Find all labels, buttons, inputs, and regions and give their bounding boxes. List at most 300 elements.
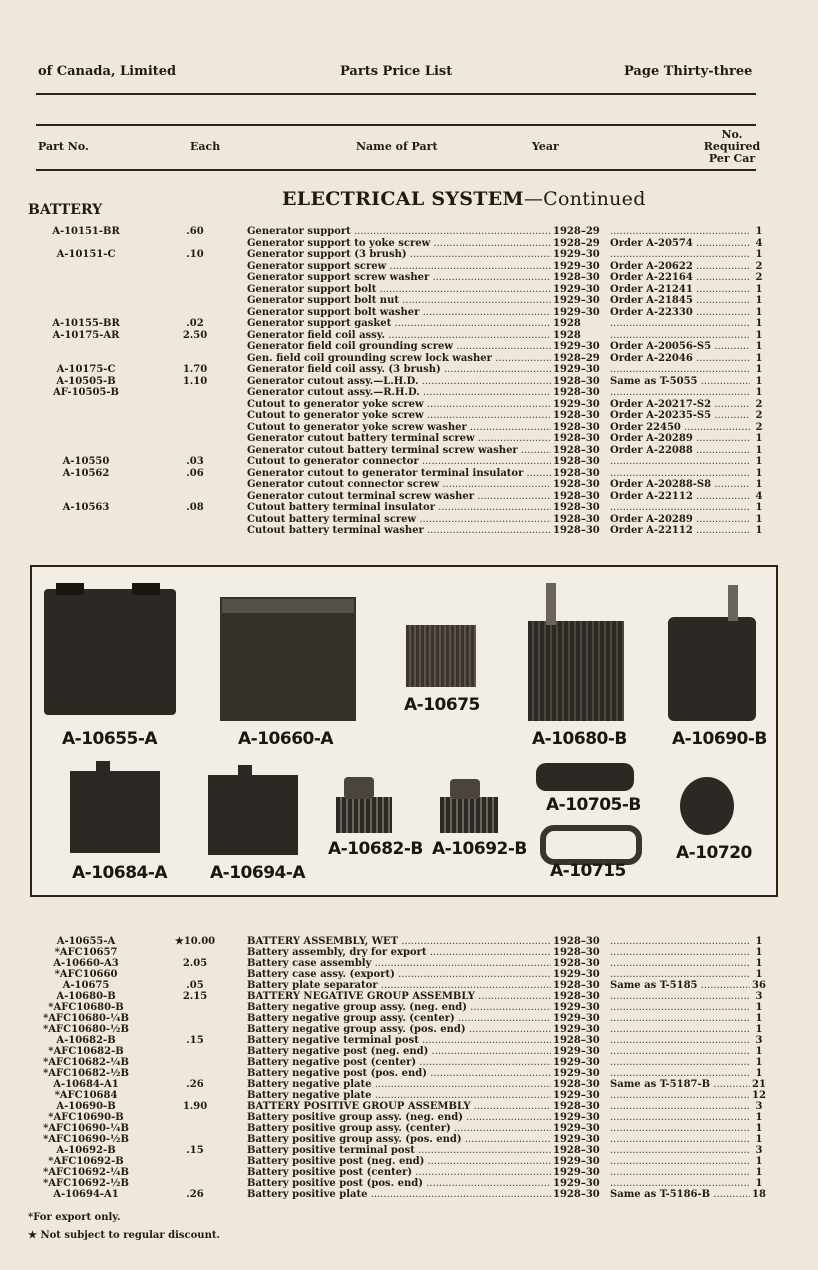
quantity-required: 1 (755, 329, 763, 341)
quantity-required: 1 (755, 444, 763, 456)
order-note (610, 1068, 750, 1080)
part-name: Battery positive post (center) ..... (247, 1167, 551, 1179)
part-name: Generator cutout assy.—R.H.D. ..... (247, 387, 551, 399)
table-row (0, 969, 818, 981)
table-row (0, 445, 818, 457)
part-name: Generator field coil grounding screw ..... (247, 341, 551, 353)
quantity-required: 21 (752, 1079, 766, 1090)
quantity-required: 1 (755, 1013, 763, 1024)
model-year: 1928–30 (553, 444, 600, 456)
model-year: 1929–30 (553, 260, 600, 272)
part-name: Battery negative post (center) ..... (247, 1057, 551, 1069)
quantity-required: 1 (755, 467, 763, 479)
table-row (0, 410, 818, 422)
quantity-required: 1 (755, 283, 763, 295)
part-name: Generator support (3 brush) ..... (247, 249, 551, 261)
model-year: 1928–30 (553, 410, 600, 421)
battery-parts-photo (30, 565, 778, 897)
header-page-number: Page Thirty-three (624, 64, 753, 79)
negative-terminal-post-image (336, 797, 392, 833)
part-name: Generator cutout to generator terminal insulator ..... (247, 468, 551, 480)
quantity-required: 1 (755, 1167, 763, 1178)
part-number: AF-10505-B (53, 387, 119, 398)
order-note (610, 502, 750, 514)
table-row (0, 1090, 818, 1102)
quantity-required: 1 (755, 1178, 763, 1189)
model-year: 1928–30 (553, 387, 600, 398)
order-note (610, 1167, 750, 1179)
part-name: Generator cutout battery terminal screw washer ..... (247, 445, 551, 457)
model-year: 1929–30 (553, 295, 600, 306)
part-number: *AFC10692-¼B (43, 1167, 129, 1178)
column-rule-top (36, 124, 756, 126)
table-row (0, 238, 818, 250)
photo-label-a10684a: A-10684-A (72, 863, 168, 883)
section-title (282, 188, 646, 210)
order-note (610, 1090, 750, 1102)
order-note (610, 456, 750, 468)
table-row (0, 387, 818, 399)
unit-price: .03 (186, 456, 204, 467)
table-row (0, 249, 818, 261)
part-name: Generator cutout connector screw ..... (247, 479, 551, 491)
part-number: A-10684-A1 (53, 1079, 119, 1090)
order-note (610, 1035, 750, 1047)
table-row (0, 318, 818, 330)
table-row (0, 491, 818, 503)
order-note (610, 1123, 750, 1135)
part-name: Battery negative group assy. (pos. end) ..... (247, 1024, 551, 1036)
model-year: 1929–30 (553, 1013, 600, 1024)
part-number: A-10562 (62, 467, 110, 479)
part-number: *AFC10680-¼B (43, 1013, 129, 1024)
order-note (610, 1046, 750, 1058)
footnote-discount: ★ Not subject to regular discount. (28, 1230, 220, 1241)
part-name: Battery negative plate ..... (247, 1079, 551, 1091)
cell-connector-image (536, 763, 634, 791)
part-number: A-10682-B (56, 1035, 116, 1046)
unit-price: 2.05 (182, 958, 208, 969)
part-number: A-10680-B (56, 991, 116, 1002)
unit-price: .26 (186, 1079, 204, 1090)
part-number: *AFC10682-½B (43, 1068, 129, 1079)
quantity-required: 2 (755, 398, 763, 410)
part-name: Generator support to yoke screw ..... (247, 238, 551, 250)
table-row (0, 1068, 818, 1080)
quantity-required: 1 (755, 947, 763, 958)
model-year: 1929–30 (553, 1156, 600, 1167)
table-row (0, 330, 818, 342)
quantity-required: 1 (755, 1057, 763, 1068)
section-title-main: ELECTRICAL SYSTEM (282, 188, 524, 210)
part-number: A-10660-A3 (53, 958, 119, 969)
col-required (700, 129, 764, 165)
table-row (0, 422, 818, 434)
model-year: 1929–30 (553, 398, 600, 410)
table-row (0, 341, 818, 353)
model-year: 1928–30 (553, 1101, 600, 1112)
table-row (0, 958, 818, 970)
model-year: 1928–30 (553, 375, 600, 387)
table-row (0, 1167, 818, 1179)
photo-label-a10705b: A-10705-B (546, 795, 641, 815)
part-number: *AFC10657 (54, 947, 118, 958)
table-row (0, 514, 818, 526)
quantity-required: 2 (755, 421, 763, 433)
col-required-line2: Required (703, 140, 761, 153)
photo-label-a10680b: A-10680-B (532, 729, 627, 749)
quantity-required: 1 (755, 1068, 763, 1079)
model-year: 1928–30 (553, 433, 600, 444)
table-row (0, 947, 818, 959)
quantity-required: 2 (755, 410, 763, 421)
part-name: BATTERY ASSEMBLY, WET ..... (247, 936, 551, 948)
table-row (0, 364, 818, 376)
part-number: A-10692-B (56, 1145, 116, 1156)
table-row (0, 991, 818, 1003)
part-number: *AFC10680-B (48, 1002, 124, 1013)
order-note (610, 1101, 750, 1113)
order-note (610, 947, 750, 959)
order-note: Order A-20622 ..... (610, 261, 750, 273)
order-note (610, 1112, 750, 1124)
part-name: Generator support ..... (247, 226, 551, 238)
table-row (0, 1178, 818, 1190)
part-name: Generator support bolt ..... (247, 284, 551, 296)
part-number: *AFC10692-B (48, 1156, 124, 1167)
part-name: Battery negative plate ..... (247, 1090, 551, 1102)
table-row (0, 468, 818, 480)
model-year: 1929–30 (553, 249, 600, 260)
unit-price: .60 (186, 226, 204, 237)
header-rule (36, 93, 756, 95)
order-note (610, 1178, 750, 1190)
part-name: Generator cutout battery terminal screw ..... (247, 433, 551, 445)
photo-label-a10675: A-10675 (404, 695, 480, 715)
part-name: Cutout battery terminal washer ..... (247, 525, 551, 537)
negative-group-post-image (546, 583, 556, 625)
negative-group-image (528, 621, 624, 721)
part-name: Cutout to generator yoke screw ..... (247, 410, 551, 422)
part-number: *AFC10682-¼B (43, 1057, 129, 1068)
part-name: Cutout to generator yoke screw ..... (247, 399, 551, 411)
unit-price: .10 (186, 249, 204, 260)
plate-separator-image (406, 625, 476, 687)
col-required-line1: No. (721, 128, 743, 141)
quantity-required: 1 (755, 936, 763, 947)
model-year: 1928–30 (553, 272, 600, 283)
model-year: 1929–30 (553, 1112, 600, 1123)
model-year: 1929–30 (553, 1123, 600, 1134)
part-number: *AFC10684 (54, 1090, 118, 1101)
model-year: 1929–30 (553, 306, 600, 318)
model-year: 1928–30 (553, 490, 600, 502)
part-name: Generator support screw ..... (247, 261, 551, 273)
quantity-required: 1 (755, 958, 763, 969)
table-row (0, 502, 818, 514)
quantity-required: 1 (755, 1123, 763, 1134)
quantity-required: 3 (755, 1145, 763, 1156)
table-row (0, 936, 818, 948)
quantity-required: 2 (755, 272, 763, 283)
quantity-required: 1 (755, 375, 763, 387)
quantity-required: 18 (752, 1189, 766, 1200)
part-name: Generator cutout assy.—L.H.D. ..... (247, 376, 551, 388)
photo-label-a10660a: A-10660-A (238, 729, 334, 749)
quantity-required: 1 (755, 306, 763, 318)
part-name: Cutout to generator yoke screw washer ..... (247, 422, 551, 434)
table-row (0, 479, 818, 491)
order-note: Order 22450 ..... (610, 422, 750, 434)
part-number: *AFC10692-½B (43, 1178, 129, 1189)
order-note: Same as T-5185 ..... (610, 980, 750, 992)
part-name: Cutout battery terminal insulator ..... (247, 502, 551, 514)
quantity-required: 1 (755, 1134, 763, 1145)
order-note: Order A-21241 ..... (610, 284, 750, 296)
model-year: 1928–30 (553, 936, 600, 947)
part-name: Battery positive group assy. (center) ..... (247, 1123, 551, 1135)
model-year: 1929–30 (553, 1068, 600, 1079)
order-note: Same as T-5187-B ..... (610, 1079, 750, 1091)
part-name: BATTERY POSITIVE GROUP ASSEMBLY ..... (247, 1101, 551, 1113)
order-note (610, 387, 750, 399)
model-year: 1929–30 (553, 1057, 600, 1068)
order-note (610, 1024, 750, 1036)
photo-label-a10720: A-10720 (676, 843, 752, 863)
order-note: Order A-20574 ..... (610, 238, 750, 250)
model-year: 1928–30 (553, 1079, 600, 1090)
model-year: 1928–30 (553, 1145, 600, 1156)
table-row (0, 456, 818, 468)
model-year: 1928–30 (553, 513, 600, 525)
part-name: Battery negative group assy. (center) ..... (247, 1013, 551, 1025)
table-row (0, 295, 818, 307)
order-note (610, 468, 750, 480)
order-note (610, 1145, 750, 1157)
model-year: 1928–30 (553, 1189, 600, 1200)
photo-label-a10692b: A-10692-B (432, 839, 527, 859)
part-number: A-10550 (62, 456, 110, 467)
table-row (0, 980, 818, 992)
vent-cap-image (680, 777, 734, 835)
negative-terminal-post-head-image (344, 777, 374, 799)
battery-case-rim-image (222, 599, 354, 613)
header-title: Parts Price List (340, 64, 453, 79)
table-row (0, 1112, 818, 1124)
part-name: Generator support screw washer ..... (247, 272, 551, 284)
table-row (0, 1057, 818, 1069)
part-number: A-10175-AR (52, 329, 120, 341)
part-number: A-10175-C (56, 364, 116, 375)
quantity-required: 1 (755, 479, 763, 490)
quantity-required: 1 (755, 249, 763, 260)
col-part-no: Part No. (38, 140, 89, 153)
part-name: Battery plate separator ..... (247, 980, 551, 992)
model-year: 1929–30 (553, 1046, 600, 1057)
quantity-required: 3 (755, 1101, 763, 1112)
order-note: Same as T-5055 ..... (610, 376, 750, 388)
part-number: A-10675 (62, 980, 110, 991)
quantity-required: 1 (755, 1156, 763, 1167)
model-year: 1929–30 (553, 283, 600, 295)
part-name: Generator field coil assy. ..... (247, 330, 551, 342)
footnote-export: *For export only. (28, 1212, 121, 1223)
order-note (610, 1013, 750, 1025)
unit-price: 1.70 (182, 364, 208, 375)
part-name: BATTERY NEGATIVE GROUP ASSEMBLY ..... (247, 991, 551, 1003)
quantity-required: 1 (755, 513, 763, 525)
model-year: 1928–30 (553, 479, 600, 490)
model-year: 1929–30 (553, 341, 600, 352)
table-row (0, 1145, 818, 1157)
order-note: Order A-20289 ..... (610, 514, 750, 526)
part-name: Cutout to generator connector ..... (247, 456, 551, 468)
quantity-required: 2 (755, 260, 763, 272)
part-name: Battery case assy. (export) ..... (247, 969, 551, 981)
battery-terminal-image (132, 583, 160, 595)
negative-plate-lug-image (96, 761, 110, 773)
quantity-required: 1 (755, 341, 763, 352)
col-year: Year (532, 140, 559, 153)
order-note (610, 330, 750, 342)
table-row (0, 1123, 818, 1135)
unit-price: 2.50 (182, 329, 208, 341)
part-number: *AFC10690-B (48, 1112, 124, 1123)
order-note (610, 1134, 750, 1146)
group-label-battery: BATTERY (28, 202, 103, 218)
order-note (610, 991, 750, 1003)
order-note: Order A-20235-S5 ..... (610, 410, 750, 422)
part-number: A-10563 (62, 502, 110, 513)
model-year: 1929–30 (553, 1134, 600, 1145)
positive-terminal-post-head-image (450, 779, 480, 799)
model-year: 1929–30 (553, 1167, 600, 1178)
order-note: Order A-20289 ..... (610, 433, 750, 445)
table-row (0, 1156, 818, 1168)
part-number: A-10690-B (56, 1101, 116, 1112)
order-note (610, 1156, 750, 1168)
table-row (0, 284, 818, 296)
part-name: Battery negative post (pos. end) ..... (247, 1068, 551, 1080)
table-row (0, 399, 818, 411)
table-row (0, 525, 818, 537)
model-year: 1929–30 (553, 1024, 600, 1035)
quantity-required: 1 (755, 433, 763, 444)
model-year: 1929–30 (553, 1002, 600, 1013)
order-note (610, 226, 750, 238)
photo-label-a10690b: A-10690-B (672, 729, 767, 749)
order-note (610, 969, 750, 981)
photo-label-a10715: A-10715 (550, 861, 626, 881)
hold-down-image (540, 825, 642, 865)
part-number: A-10155-BR (52, 318, 120, 329)
unit-price: .06 (186, 467, 204, 479)
part-number: A-10505-B (56, 375, 116, 387)
column-rule-bottom (36, 169, 756, 171)
model-year: 1928–30 (553, 980, 600, 991)
positive-group-post-image (728, 585, 738, 621)
table-row (0, 226, 818, 238)
photo-label-a10694a: A-10694-A (210, 863, 306, 883)
model-year: 1928–30 (553, 947, 600, 958)
part-name: Generator field coil assy. (3 brush) ..... (247, 364, 551, 376)
part-name: Generator support bolt washer ..... (247, 307, 551, 319)
order-note: Order A-22112 ..... (610, 525, 750, 537)
table-row (0, 1046, 818, 1058)
quantity-required: 4 (755, 490, 763, 502)
table-row (0, 1189, 818, 1201)
part-name: Battery positive group assy. (pos. end) ..... (247, 1134, 551, 1146)
order-note: Order A-22164 ..... (610, 272, 750, 284)
part-number: A-10694-A1 (53, 1189, 119, 1200)
table-row (0, 1024, 818, 1036)
part-name: Generator cutout terminal screw washer ..... (247, 491, 551, 503)
model-year: 1929–30 (553, 1178, 600, 1189)
part-name: Gen. field coil grounding screw lock washer ..... (247, 353, 551, 365)
order-note: Order A-22112 ..... (610, 491, 750, 503)
col-name: Name of Part (356, 140, 438, 153)
order-note: Order A-22046 ..... (610, 353, 750, 365)
part-number: A-10151-BR (52, 226, 120, 237)
order-note: Order A-22330 ..... (610, 307, 750, 319)
quantity-required: 1 (755, 352, 763, 364)
order-note (610, 318, 750, 330)
quantity-required: 1 (755, 318, 763, 329)
part-name: Battery assembly, dry for export ..... (247, 947, 551, 959)
table-row (0, 1035, 818, 1047)
quantity-required: 1 (755, 364, 763, 375)
order-note: Order A-21845 ..... (610, 295, 750, 307)
part-number: *AFC10690-¼B (43, 1123, 129, 1134)
part-name: Battery positive plate ..... (247, 1189, 551, 1201)
quantity-required: 1 (755, 1024, 763, 1035)
unit-price: .05 (186, 980, 204, 991)
part-name: Battery negative post (neg. end) ..... (247, 1046, 551, 1058)
part-name: Battery positive group assy. (neg. end) ..... (247, 1112, 551, 1124)
part-number: *AFC10690-½B (43, 1134, 129, 1145)
quantity-required: 4 (755, 237, 763, 249)
positive-terminal-post-image (440, 797, 498, 833)
positive-group-image (668, 617, 756, 721)
battery-terminal-image (56, 583, 84, 595)
model-year: 1928–30 (553, 525, 600, 536)
order-note (610, 1002, 750, 1014)
part-name: Generator support gasket ..... (247, 318, 551, 330)
model-year: 1929–30 (553, 969, 600, 980)
model-year: 1928–30 (553, 467, 600, 479)
model-year: 1928–29 (553, 226, 600, 237)
table-row (0, 1101, 818, 1113)
unit-price: .02 (186, 318, 204, 329)
unit-price: 1.10 (182, 375, 208, 387)
quantity-required: 3 (755, 1035, 763, 1046)
model-year: 1928–30 (553, 456, 600, 467)
quantity-required: 3 (755, 991, 763, 1002)
order-note: Order A-20217-S2 ..... (610, 399, 750, 411)
quantity-required: 1 (755, 1046, 763, 1057)
table-row (0, 353, 818, 365)
order-note (610, 1057, 750, 1069)
quantity-required: 1 (755, 295, 763, 306)
table-row (0, 433, 818, 445)
part-number: *AFC10660 (54, 969, 118, 980)
part-number: *AFC10682-B (48, 1046, 124, 1057)
table-row (0, 261, 818, 273)
unit-price: ★10.00 (174, 936, 216, 947)
unit-price: 1.90 (182, 1101, 208, 1112)
battery-assembly-image (44, 589, 176, 715)
table-row (0, 1013, 818, 1025)
